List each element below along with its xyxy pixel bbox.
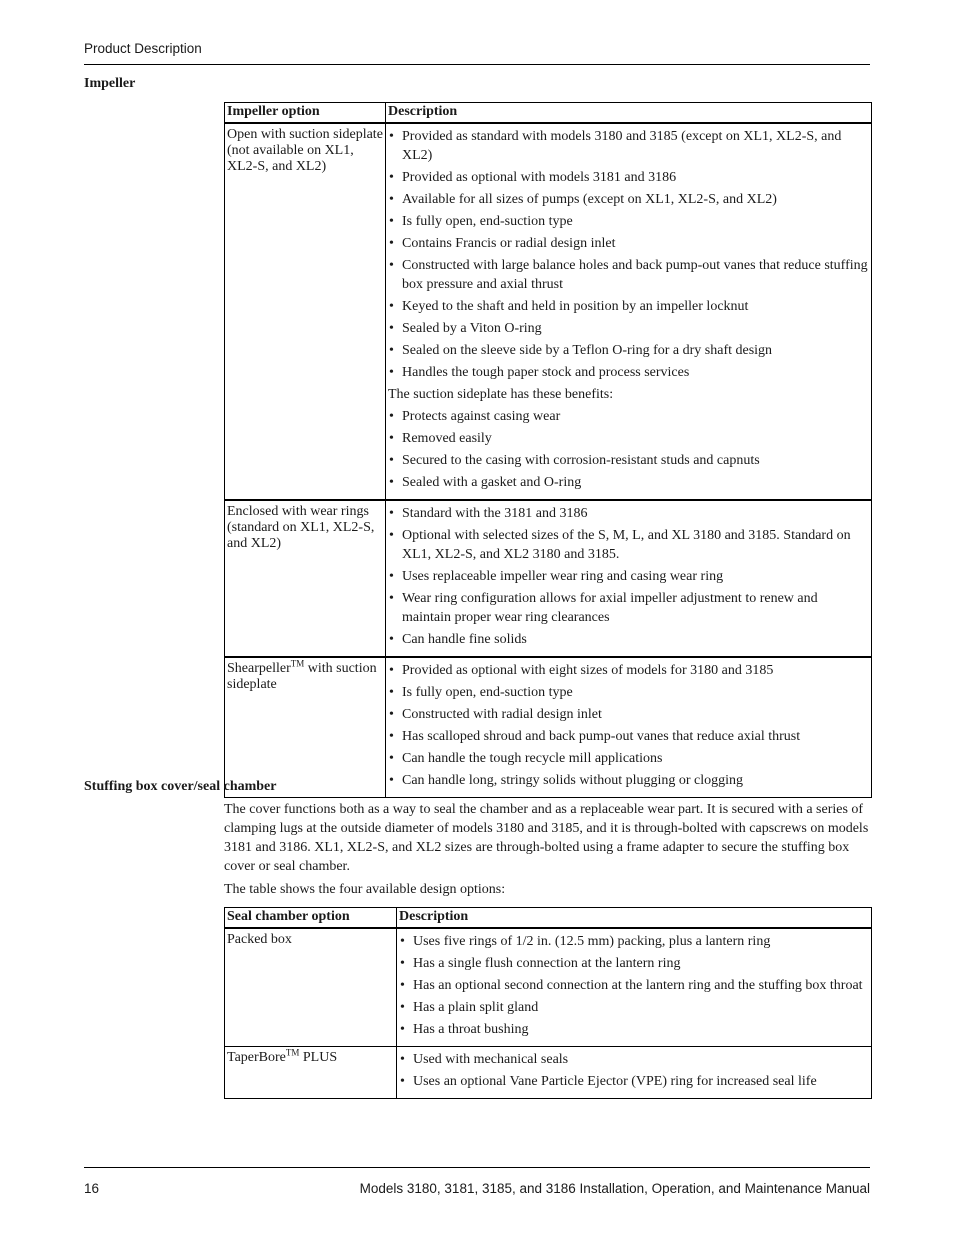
impeller-table [224,102,872,798]
table-row [225,657,872,798]
list-item: • Standard with the 3181 and 3186 [388,504,869,523]
list-item: • Has a plain split gland [399,998,869,1017]
table-row [225,123,872,500]
seal-chamber-table-header [225,908,872,929]
list-item: • Has scalloped shroud and back pump-out vanes that reduce axial thrust [388,727,869,746]
impeller-description-header: Description [386,103,872,124]
table-intro: The table shows the four available design options: [224,882,506,897]
list-item: • Can handle long, stringy solids without plugging or clogging [388,771,869,790]
stuffing-box-paragraph: The cover functions both as a way to seal the chamber and as a replaceable wear part. It is secured with a series of clamping lugs at the outside diameter of models 3180 and 3185, and it is through-bolted with capscrews on models 3181 and 3186. XL1, XL2-S, and XL2 sizes are through-bolted using a frame adapter to secure the stuffing box cover or seal chamber. [224,802,869,874]
list-item: • Wear ring configuration allows for axial impeller adjustment to renew and maintain proper wear ring clearances [388,589,869,627]
trademark-mark: TM [290,658,305,669]
list-item: • Secured to the casing with corrosion-resistant studs and capnuts [388,451,869,470]
benefits-list [388,407,869,492]
impeller-option-cell [225,500,386,657]
list-item: • Has a single flush connection at the lantern ring [399,954,869,973]
list-item: • Sealed by a Viton O-ring [388,319,869,338]
bullet-list [388,661,869,790]
impeller-option-header: Impeller option [225,103,386,124]
header-rule [84,64,870,65]
impeller-description-cell [386,657,872,798]
table-row [225,500,872,657]
list-item: • Protects against casing wear [388,407,869,426]
footer-rule [84,1167,870,1168]
list-item: • Is fully open, end-suction type [388,683,869,702]
impeller-heading: Impeller [84,76,136,91]
sideplate-benefits-note: The suction sideplate has these benefits: [388,387,614,402]
list-item: • Constructed with radial design inlet [388,705,869,724]
seal-description-cell [397,1047,872,1099]
list-item: • Provided as optional with models 3181 and 3186 [388,168,869,187]
impeller-option-cell [225,123,386,500]
list-item: • Sealed on the sleeve side by a Teflon O-ring for a dry shaft design [388,341,869,360]
bullet-list [399,932,869,1039]
list-item: • Provided as optional with eight sizes of models for 3180 and 3185 [388,661,869,680]
table-row [225,928,872,1047]
seal-option-cell [225,1047,397,1099]
impeller-description-cell [386,123,872,500]
list-item: • Uses an optional Vane Particle Ejector (VPE) ring for increased seal life [399,1072,869,1091]
list-item: • Handles the tough paper stock and process services [388,363,869,382]
list-item: • Provided as standard with models 3180 and 3185 (except on XL1, XL2-S, and XL2) [388,127,869,165]
list-item: • Constructed with large balance holes and back pump-out vanes that reduce stuffing box pressure and axial thrust [388,256,869,294]
impeller-option-enclosed: Enclosed with wear rings (standard on XL1, XL2-S, and XL2) [227,504,375,551]
list-item: • Used with mechanical seals [399,1050,869,1069]
list-item: • Removed easily [388,429,869,448]
seal-option-cell [225,928,397,1047]
list-item: • Keyed to the shaft and held in position by an impeller locknut [388,297,869,316]
bullet-list [399,1050,869,1091]
list-item: • Has a throat bushing [399,1020,869,1039]
bullet-list [388,127,869,382]
page-number: 16 [84,1181,100,1196]
table-row [225,1047,872,1099]
seal-chamber-table [224,907,872,1099]
manual-title: Models 3180, 3181, 3185, and 3186 Installation, Operation, and Maintenance Manual [359,1181,870,1196]
seal-option-header: Seal chamber option [225,908,397,929]
list-item: • Optional with selected sizes of the S, M, L, and XL 3180 and 3185. Standard on XL1, XL2-S, and XL2 3180 and 3185. [388,526,869,564]
seal-description-cell [397,928,872,1047]
seal-description-header: Description [397,908,872,929]
impeller-description-cell [386,500,872,657]
list-item: • Uses replaceable impeller wear ring and casing wear ring [388,567,869,586]
list-item: • Sealed with a gasket and O-ring [388,473,869,492]
list-item: • Available for all sizes of pumps (except on XL1, XL2-S, and XL2) [388,190,869,209]
impeller-table-header [225,103,872,124]
impeller-option-open: Open with suction sideplate (not available on XL1, XL2-S, and XL2) [227,127,383,174]
list-item: • Has an optional second connection at the lantern ring and the stuffing box throat [399,976,869,995]
trademark-mark: TM [285,1047,300,1058]
impeller-option-shearpeller: Shearpeller™ with suction sideplate [227,658,377,692]
list-item: • Is fully open, end-suction type [388,212,869,231]
seal-option-packed-box: Packed box [227,932,292,947]
list-item: • Uses five rings of 1/2 in. (12.5 mm) packing, plus a lantern ring [399,932,869,951]
running-header: Product Description [84,41,202,56]
stuffing-box-heading: Stuffing box cover/seal chamber [84,779,277,794]
list-item: • Can handle the tough recycle mill applications [388,749,869,768]
impeller-option-cell [225,657,386,798]
seal-option-taperbore: TaperBore™ PLUS [227,1047,338,1065]
bullet-list [388,504,869,649]
list-item: • Can handle fine solids [388,630,869,649]
list-item: • Contains Francis or radial design inlet [388,234,869,253]
